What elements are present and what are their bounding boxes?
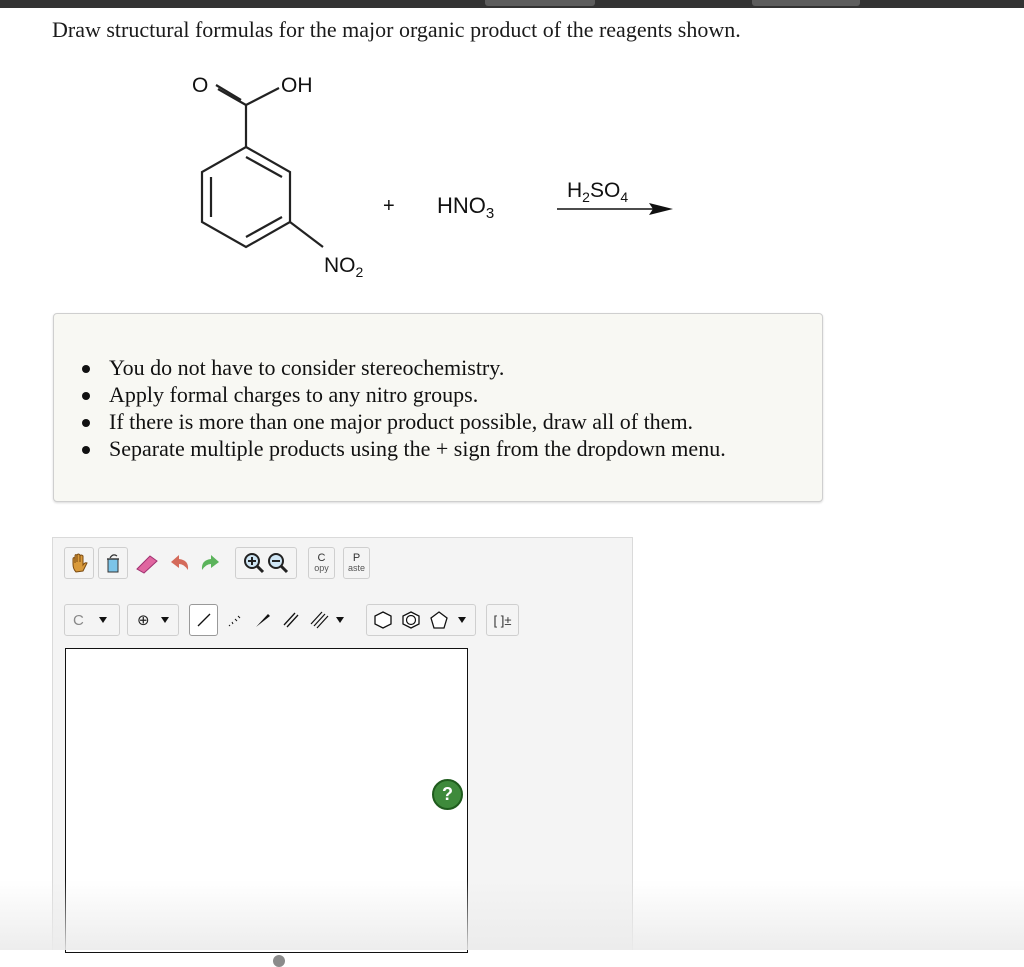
instructions-box <box>53 313 823 502</box>
redo-button[interactable] <box>195 547 225 579</box>
eraser-icon <box>134 552 160 574</box>
chevron-down-icon <box>457 616 467 624</box>
hand-icon <box>68 552 90 574</box>
wedge-bond-icon <box>253 610 273 630</box>
single-bond-button[interactable] <box>189 604 218 636</box>
undo-button[interactable] <box>165 547 195 579</box>
chevron-down-icon <box>98 616 108 624</box>
triple-bond-dropdown[interactable] <box>305 604 351 636</box>
instruction-item: Separate multiple products using the + sign from the dropdown menu. <box>109 435 726 462</box>
nitro-bond <box>290 222 323 247</box>
instruction-item: If there is more than one major product possible, draw all of them. <box>109 408 726 435</box>
undo-icon <box>167 552 193 574</box>
bullet-icon <box>82 419 90 427</box>
chevron-down-icon <box>160 616 170 624</box>
instructions-list <box>109 354 726 462</box>
pan-hand-button[interactable] <box>64 547 94 579</box>
trash-icon <box>103 552 123 574</box>
help-button[interactable]: ? <box>432 779 463 810</box>
drawing-canvas[interactable] <box>65 648 468 953</box>
triple-bond-icon <box>309 610 331 630</box>
ring-templates-dropdown[interactable] <box>366 604 476 636</box>
zoom-in-icon[interactable] <box>242 551 266 575</box>
clear-button[interactable] <box>98 547 128 579</box>
zoom-out-icon[interactable] <box>266 551 290 575</box>
chevron-down-icon <box>335 616 345 624</box>
bullet-icon <box>82 365 90 373</box>
charge-dropdown[interactable]: ⊕ <box>127 604 179 636</box>
reaction-arrow <box>557 203 673 215</box>
double-bond-button[interactable] <box>277 604 305 636</box>
structure-editor <box>52 537 633 950</box>
paste-button[interactable]: P aste <box>343 547 370 579</box>
instruction-item: You do not have to consider stereochemistry. <box>109 354 726 381</box>
benzene-icon[interactable] <box>399 609 423 631</box>
single-bond-icon <box>194 610 214 630</box>
hashed-bond-icon <box>225 610 245 630</box>
reagent-label: $HNO_3$ <box>437 193 495 222</box>
nitro-label: $NO_2$ <box>324 254 364 280</box>
bullet-icon <box>82 446 90 454</box>
carboxyl-group <box>216 85 279 147</box>
plus-sign: + <box>383 195 395 217</box>
wedge-bond-button[interactable] <box>249 604 277 636</box>
instruction-item: Apply formal charges to any nitro groups. <box>109 381 726 408</box>
question-text: Draw structural formulas for the major organic product of the reagents shown. <box>52 17 741 42</box>
cyclopentane-icon[interactable] <box>427 609 451 631</box>
benzene-ring <box>202 147 290 247</box>
bullet-icon <box>82 392 90 400</box>
eraser-button[interactable] <box>132 547 162 579</box>
zoom-group <box>235 547 297 579</box>
canvas-marker-dot <box>273 955 285 967</box>
double-bond-icon <box>281 610 301 630</box>
carbonyl-oxygen-label: O <box>192 74 209 97</box>
hashed-bond-button[interactable] <box>221 604 249 636</box>
hydroxyl-label: OH <box>281 74 313 97</box>
cyclohexane-icon[interactable] <box>371 609 395 631</box>
catalyst-label: $H_2SO_4$ <box>567 179 629 205</box>
copy-button[interactable]: C opy <box>308 547 335 579</box>
redo-icon <box>197 552 223 574</box>
reaction-scheme <box>0 0 1024 300</box>
element-dropdown[interactable]: C <box>64 604 120 636</box>
bracket-charge-button[interactable]: [ ]± <box>486 604 519 636</box>
